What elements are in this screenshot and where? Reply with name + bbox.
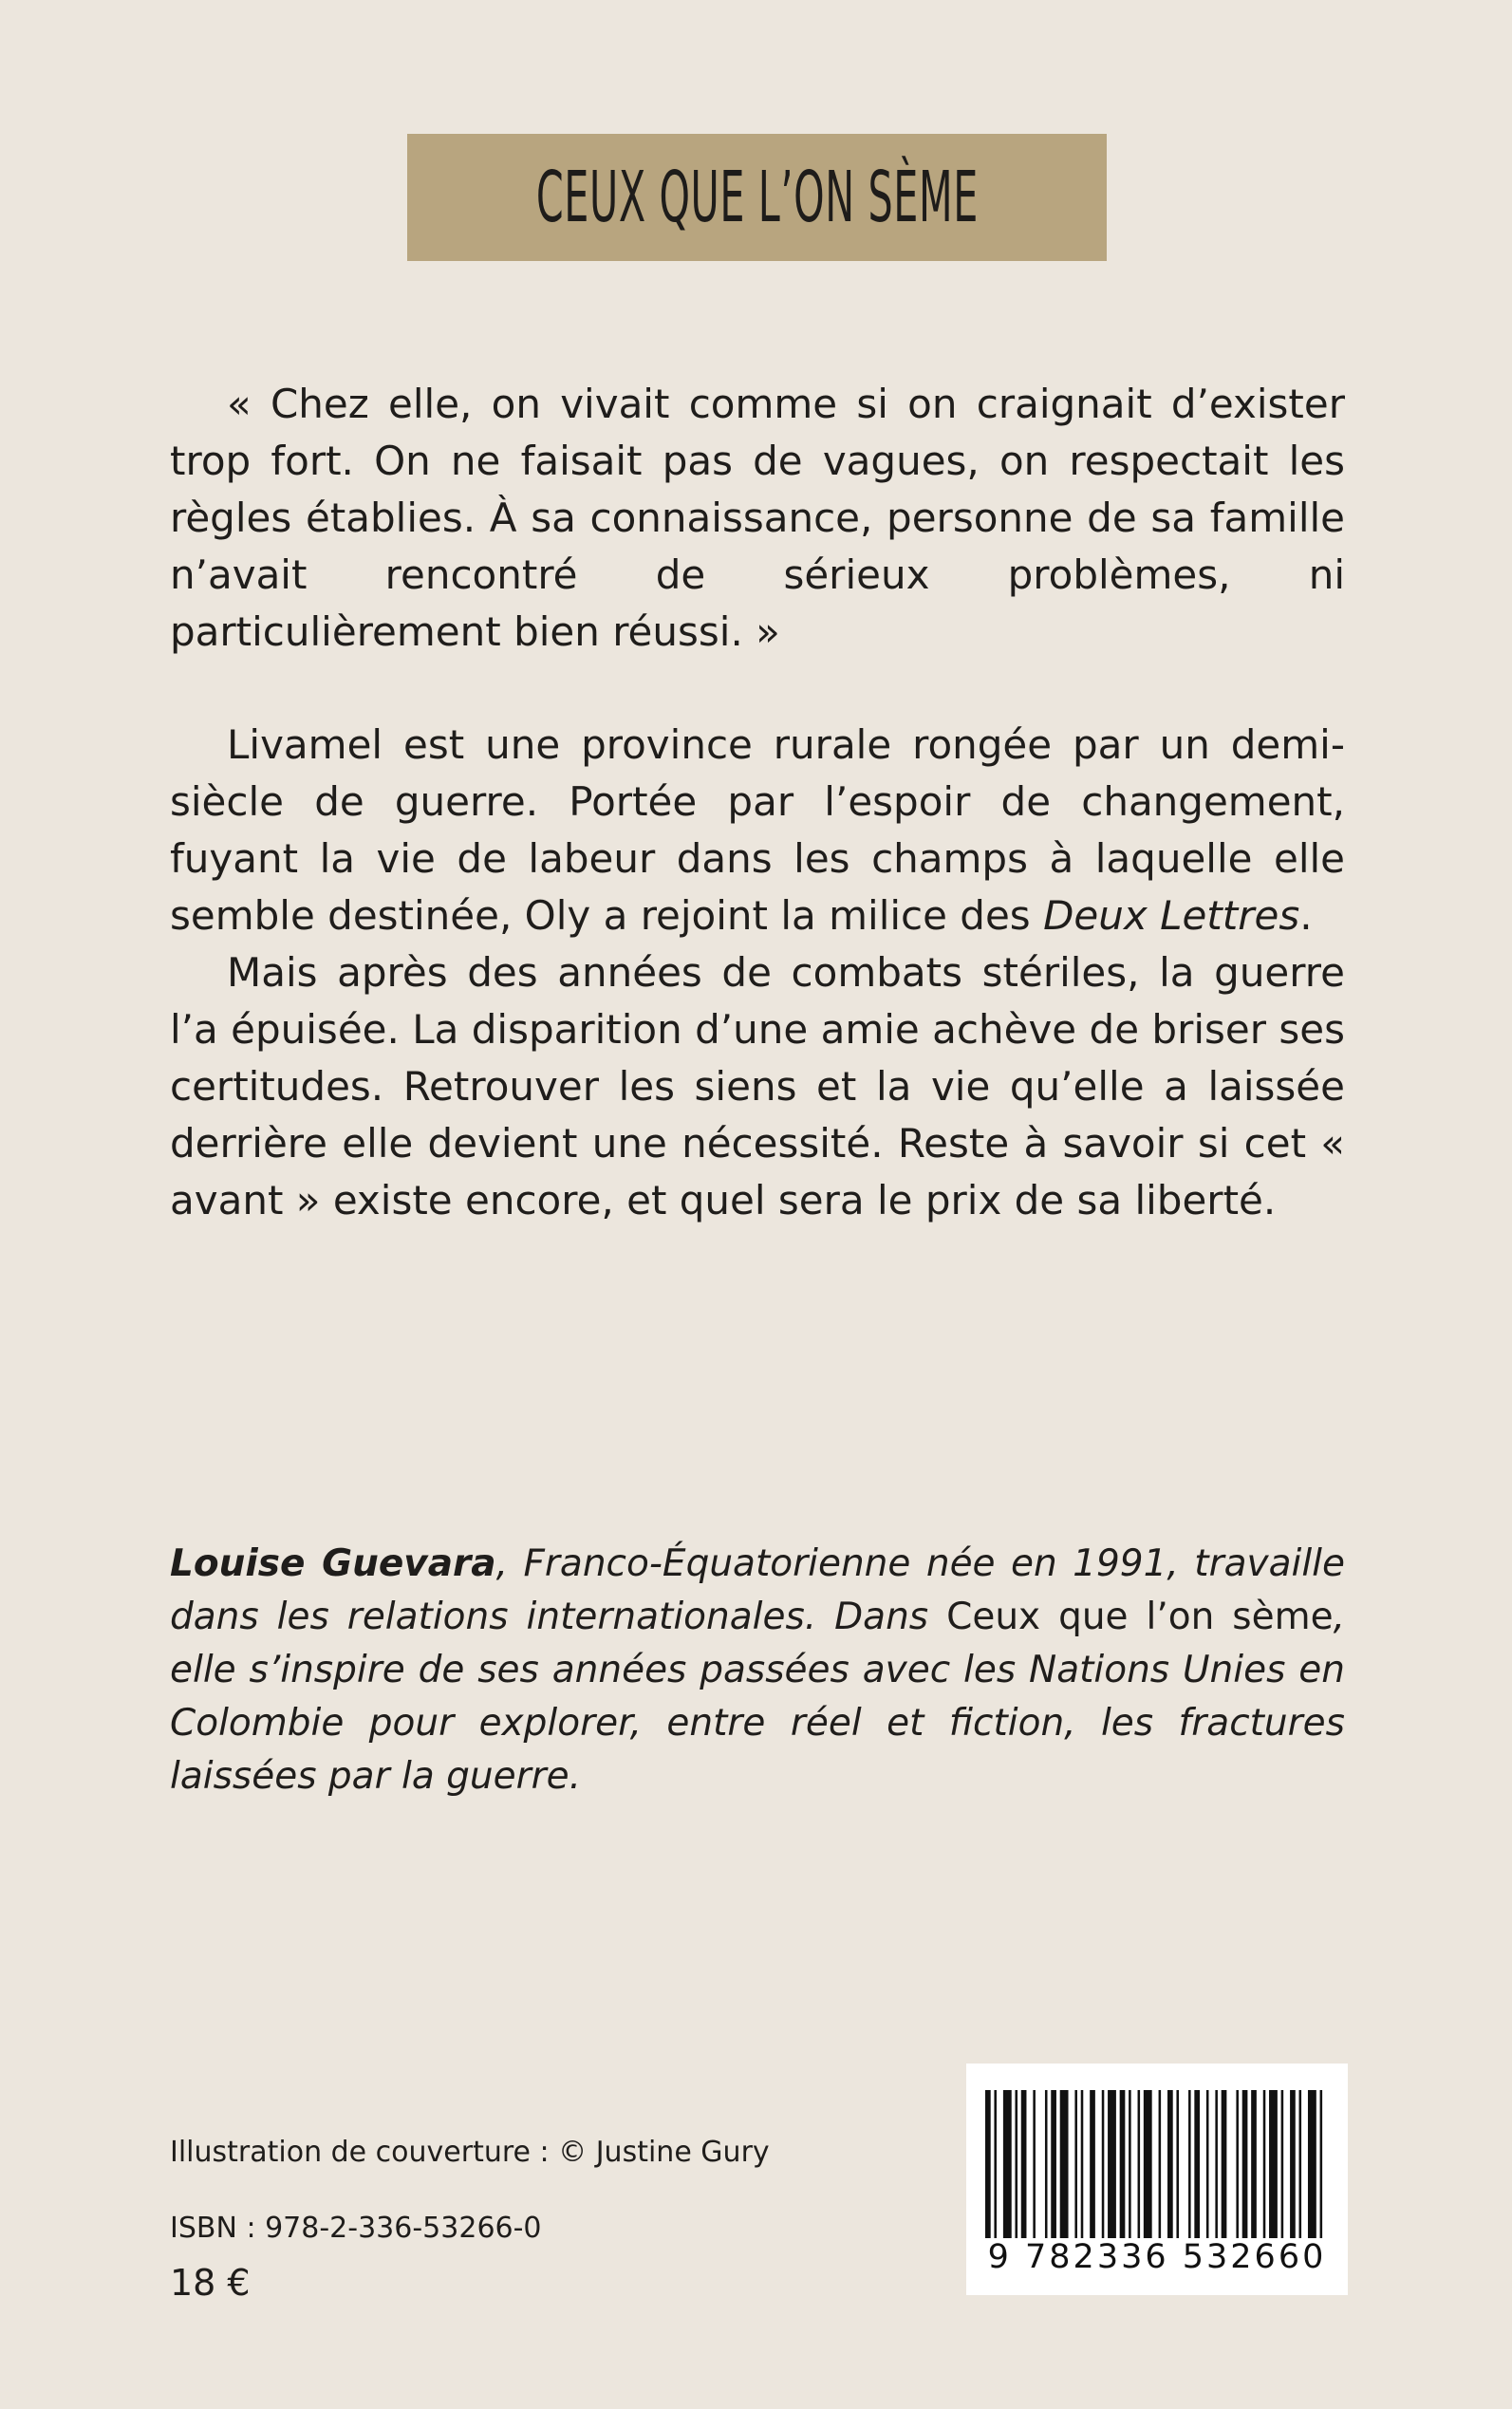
barcode-bar [1242, 2090, 1248, 2238]
barcode-bar [1188, 2090, 1191, 2238]
barcode-bar [1206, 2090, 1209, 2238]
summary-text: Livamel est une province rurale rongée par un demi-siècle de guerre. Portée par l’espoir de changement, fuyant la vie de labeur dans les champs à laquelle elle semble destinée, Oly a rejoint la milice des [170, 721, 1345, 939]
barcode-bar [1159, 2090, 1162, 2238]
barcode-bar [1167, 2090, 1173, 2238]
book-title: CEUX QUE L’ON SÈME [535, 157, 979, 238]
barcode-number: 9 782336 532660 [987, 2238, 1327, 2276]
barcode-bar [1269, 2090, 1278, 2238]
barcode-bar [1108, 2090, 1116, 2238]
barcode-bar [1021, 2090, 1027, 2238]
barcode [966, 2064, 1348, 2295]
barcode-bar [1222, 2090, 1227, 2238]
barcode-bar [1074, 2090, 1077, 2238]
author-bio [170, 1538, 1345, 1803]
barcode-bar [1051, 2090, 1056, 2238]
barcode-bar [1281, 2090, 1284, 2238]
title-banner [407, 134, 1107, 261]
barcode-bar [1263, 2090, 1266, 2238]
barcode-bar [1290, 2090, 1296, 2238]
barcode-bar [1120, 2090, 1126, 2238]
barcode-bar [1299, 2090, 1302, 2238]
summary-end: . [1299, 892, 1313, 939]
barcode-bar [1081, 2090, 1084, 2238]
barcode-bar [1129, 2090, 1131, 2238]
barcode-bar [1215, 2090, 1218, 2238]
summary-paragraph-2: Mais après des années de combats stériles, la guerre l’a épuisée. La disparition d’une amie achève de briser ses certitudes. Retrouver les siens et la vie qu’elle a laissée derrière elle devient une nécessité. Reste à savoir si cet « avant » existe encore, et quel sera le prix de sa liberté. [170, 949, 1345, 1223]
barcode-bar [1251, 2090, 1257, 2238]
barcode-bar [1060, 2090, 1069, 2238]
barcode-bar [1045, 2090, 1048, 2238]
barcode-bar [1308, 2090, 1316, 2238]
barcode-bar [985, 2090, 991, 2238]
militia-name: Deux Lettres [1043, 892, 1300, 939]
barcode-bar [1138, 2090, 1141, 2238]
summary-paragraph-1 [170, 717, 1345, 944]
barcode-bar [1015, 2090, 1017, 2238]
barcode-bar [994, 2090, 997, 2238]
barcode-bar [1236, 2090, 1239, 2238]
barcode-bar [1144, 2090, 1152, 2238]
back-cover-quote: « Chez elle, on vivait comme si on craignait d’exister trop fort. On ne faisait pas de vagues, on respectait les règles établies. À sa connaissance, personne de sa famille n’avait rencontré de sérieux problèmes, ni particulièrement bien réussi. » [170, 381, 1345, 655]
bio-book-title: Ceux que l’on sème [946, 1596, 1334, 1638]
barcode-bar [1176, 2090, 1179, 2238]
barcode-bar [1090, 2090, 1095, 2238]
barcode-bar [1102, 2090, 1105, 2238]
cover-illustration-credit: Illustration de couverture : © Justine Gury [170, 2136, 770, 2169]
barcode-bar [1033, 2090, 1036, 2238]
bio-part-2: , elle s’inspire de ses années passées avec les Nations Unies en Colombie pour explorer, entre réel et fiction, les fractures laissées par la guerre. [170, 1596, 1346, 1798]
barcode-bar [1320, 2090, 1323, 2238]
isbn: ISBN : 978-2-336-53266-0 [170, 2212, 542, 2245]
author-name: Louise Guevara [170, 1542, 496, 1585]
barcode-bar [1194, 2090, 1200, 2238]
bio-part-1: , Franco-Équatorienne née en 1991, travaille dans les relations internationales. Dans [170, 1542, 1345, 1638]
price: 18 € [170, 2262, 251, 2304]
barcode-bar [1003, 2090, 1012, 2238]
